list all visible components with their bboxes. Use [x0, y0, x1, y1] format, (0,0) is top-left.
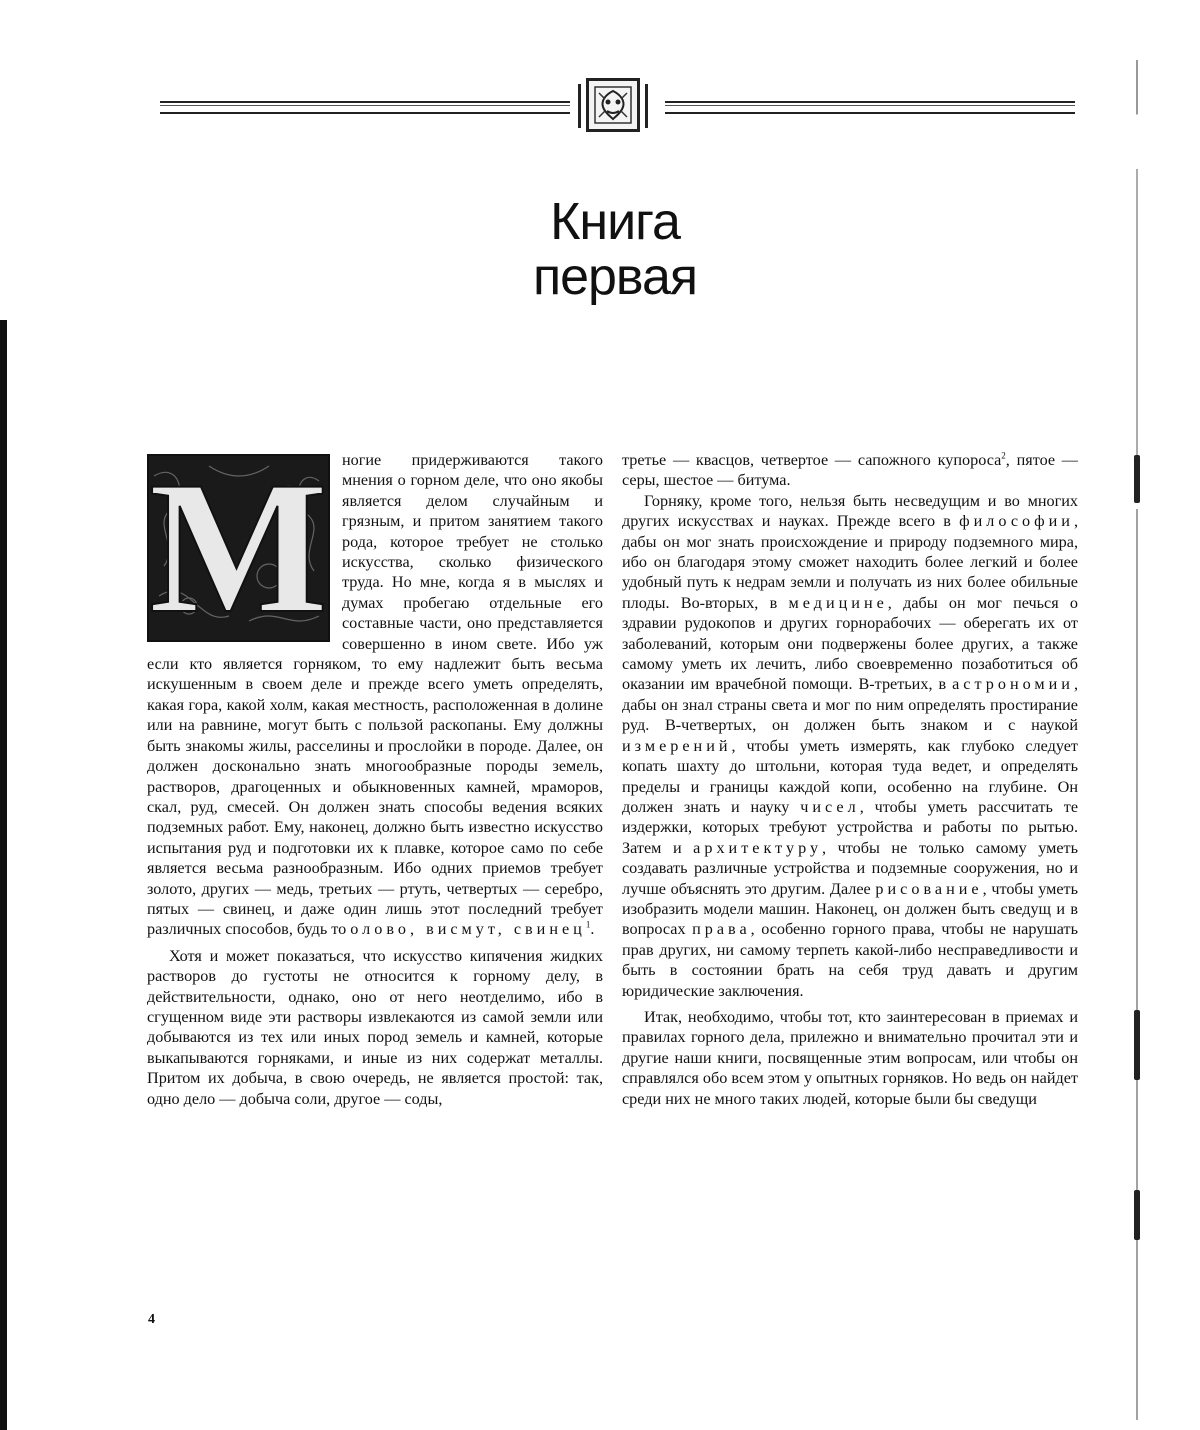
chapter-title	[430, 195, 800, 305]
text-segment: , чтобы уметь изобразить модели машин. Наконец, он должен быть сведущ и в вопросах	[622, 879, 1078, 939]
paragraph-sciences	[622, 491, 1078, 1001]
text-segment: , дабы он мог знать происхождение и природу подземного мира, ибо он благодаря этому сможет находить более легкий и более удобный путь к недрам земли и получать из них более обильные плоды. Во-вторых, в	[622, 512, 1078, 612]
emphasis-law: права	[692, 920, 751, 939]
emphasis-drawing: рисование	[875, 879, 983, 898]
emphasis-medicine: медицине	[788, 593, 888, 612]
drop-cap-letter: М	[148, 454, 329, 642]
scan-mark	[1134, 1010, 1140, 1080]
footnote-ref-1: 1	[585, 919, 591, 930]
text-column-left	[147, 450, 603, 1109]
ornament-bar	[645, 84, 648, 128]
text-segment: , чтобы уметь рассчитать те издержки, которых требуют устройства и работы по рытью. Затем и	[622, 797, 1079, 857]
text-segment: , дабы он знал страны света и мог по ним определять простирание руд. В-четвертых, он должен быть знаком и с наукой	[622, 675, 1079, 735]
ornament-bar	[578, 84, 581, 128]
text-segment: , чтобы не только самому уметь создавать различные устройства и подземные сооружения, но и лучше объяснять это другим. Далее	[622, 838, 1078, 898]
text-segment: , особенно горного права, чтобы не нарушать прав других, ни самому терпеть какой-либо несправедливости и быть в состоянии брать на себя труд давать и другим юридические заключения.	[622, 920, 1078, 1000]
ornament-rule-left	[160, 101, 570, 114]
paragraph-continued-text: третье — квасцов, четвертое — сапожного купороса	[622, 451, 1002, 469]
emphasis-numbers: чисел	[800, 797, 860, 816]
emphasis-architecture: архитектуру	[693, 838, 823, 857]
scan-shadow-left	[0, 320, 7, 1430]
footnote-ref-2: 2	[1001, 450, 1006, 461]
text-segment: Горняку, кроме того, нельзя быть несведущим и во многих других искусствах и науках. Прежде всего в	[622, 491, 1078, 531]
header-ornament	[160, 78, 1075, 134]
page-number: 4	[148, 1312, 155, 1327]
ornament-rule-right	[665, 101, 1075, 114]
emphasis-measurements: измерений	[622, 736, 732, 755]
emphasis-astronomy: астрономии	[952, 675, 1074, 694]
paragraph-conclusion: Итак, необходимо, чтобы тот, кто заинтересован в приемах и правилах горного дела, прилежно и внимательно прочитал эти и другие наши книги, посвященные этим вопросам, или чтобы он справлялся обо всем этом у опытных горняков. Но ведь он найдет среди них не много таких людей, которые были бы сведущи	[622, 1007, 1078, 1108]
paragraph-continued-end: , пятое — серы, шестое — битума.	[622, 451, 1078, 490]
text-column-right	[622, 450, 1078, 1109]
decorative-emblem-icon	[586, 78, 640, 132]
paragraph-1-text: ногие придерживаются такого мнения о горном деле, что оно якобы является делом случайным и грязным, и притом занятием такого рода, которое требует не столько искусства, сколько физического труда. Но мне, когда я в мыслях и думах пробегаю отдельные его составные части, оно представляется совершенно в ином свете. Ибо уж если кто является горняком, то ему надлежит быть весьма искушенным в своем деле и прежде всего уметь определять, какая гора, какой холм, какая местность, расположенная в долине или на равнине, могут быть с пользой раскопаны. Ему должны быть знакомы жилы, расселины и прослойки в породе. Далее, он должен досконально знать многообразные породы земель, растворов, драгоценных и обыкновенных камней, мраморов, скал, руд, смесей. Он должен знать способы ведения всяких подземных работ. Ему, наконец, должно быть известно искусство испытания руд и подготовки их к плавке, которое само по себе является весьма разнообразным. Ибо одних приемов требует золото, других — медь, третьих — ртуть, четвертых — серебро, пятых — свинец, и даже один лишь этот последний требует различных способов, будь то	[147, 451, 603, 939]
scan-mark	[1134, 455, 1140, 503]
text-segment: , чтобы уметь измерять, как глубоко следует копать шахту до штольни, которая туда ведет, и определять пределы и границы каждой копи, особенно на глубине. Он должен знать и науку	[622, 736, 1078, 816]
paragraph-1-end: .	[590, 920, 595, 939]
paragraph-continued	[622, 450, 1078, 491]
paragraph-2: Хотя и может показаться, что искусство кипячения жидких растворов до густоты не относится к горному делу, в действительности, однако, оно от него неотделимо, ибо в сгущенном виде эти растворы извлекаются из самой земли или добываются из тех или иных пород земель и камней, которые выкапываются горняками, и иные из них содержат металлы. Притом их добыча, в свою очередь, не является простой: так, одно дело — добыча соли, другое — соды,	[147, 946, 603, 1108]
text-segment: , дабы он мог печься о здравии рудокопов и других горнорабочих — оберегать их от заболеваний, которым они подвержены более других, а также самому уметь их лечить, либо своевременно позаботиться об оказании им врачебной помощи. В-третьих, в	[622, 593, 1079, 694]
drop-cap-illustration	[147, 454, 330, 642]
chapter-title-line1: Книга	[550, 193, 680, 251]
emphasis-philosophy: философии	[959, 512, 1074, 531]
scan-mark	[1134, 1190, 1140, 1240]
emphasis-metals: олово, висмут, свинец	[350, 920, 586, 939]
chapter-title-line2: первая	[532, 248, 698, 306]
